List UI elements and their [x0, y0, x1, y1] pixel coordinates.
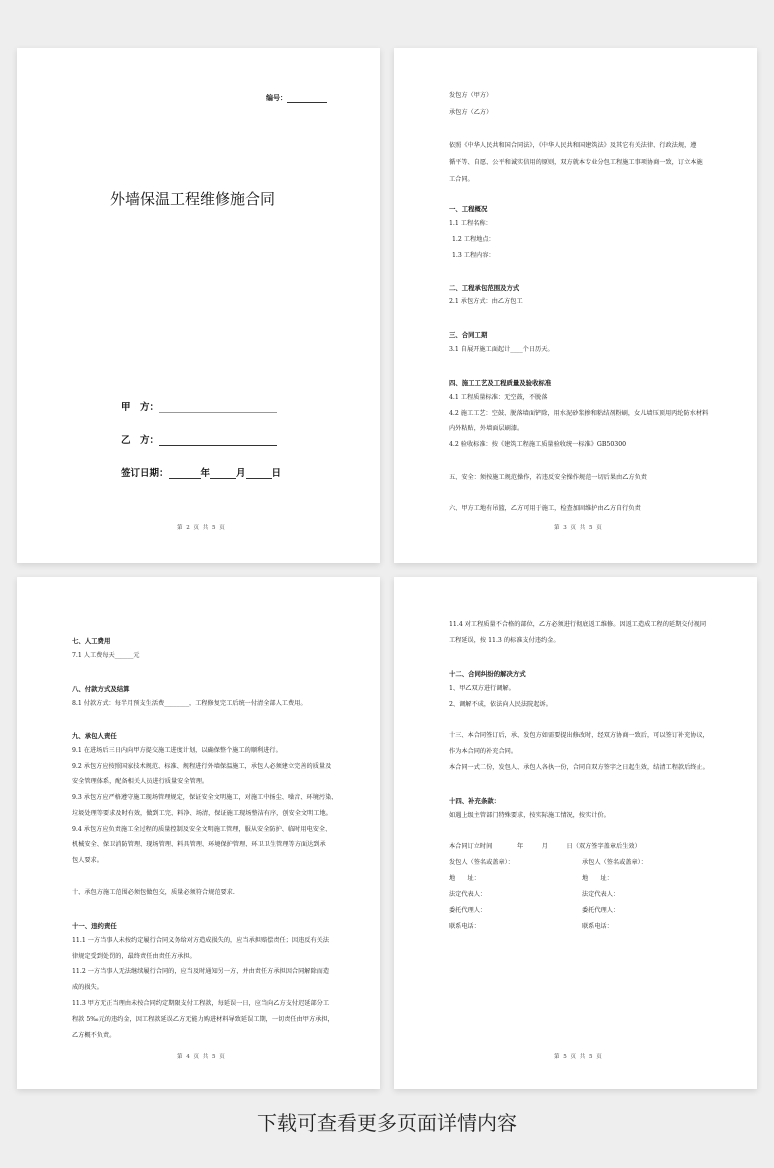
contract-page-4	[17, 577, 380, 1089]
clause-line: 六、甲方工地有吊篮，乙方可用于施工，检查加固维护由乙方自行负责	[449, 505, 641, 512]
clause-line: 垃圾处理等要求及时有效，做到工完、料净、场清，保证施工现场整洁有序，创安全文明工地。	[72, 810, 332, 817]
contract-cover-page	[17, 48, 380, 563]
clause-line: 1.1 工程名称：	[449, 220, 492, 227]
party-b-line: 承包方（乙方）	[449, 109, 493, 116]
section-heading: 十二、合同纠纷的解决方式	[449, 670, 526, 678]
month-label: 月	[236, 468, 246, 479]
section-heading: 一、工程概况	[449, 205, 488, 213]
sign-date-line: 本合同订立时间 年 月 日（双方签字盖章后生效）	[449, 843, 641, 850]
contractor-b-rep: 法定代表人：	[582, 891, 620, 898]
day-label: 日	[271, 468, 282, 479]
clause-line: 11.4 对工程质量不合格的部位，乙方必须进行彻底返工维修。因返工造成工程的延期交付视同	[449, 621, 707, 628]
section-heading: 七、人工费用	[72, 637, 111, 645]
contract-number-label	[266, 93, 327, 103]
section-heading: 三、合同工期	[449, 331, 488, 339]
clause-line: 工程延误，按 11.3 的标准支付违约金。	[449, 637, 560, 644]
page-number: 第 5 页 共 5 页	[554, 1054, 603, 1060]
clause-line: 律规定受到处罚的，最终责任由责任方承担。	[72, 953, 196, 960]
day-line	[246, 470, 272, 479]
clause-line: 机械安全、保卫消防管理、现场管理、料具管理、环境保护管理、环卫卫生管理等方面达到承	[72, 841, 326, 848]
clause-line: 11.1 一方当事人未按约定履行合同义务给对方造成损失的，应当承担赔偿责任；因违反有关法	[72, 937, 330, 944]
clause-line: 1、甲乙双方进行调解。	[449, 685, 515, 692]
section-heading: 十一、违约责任	[72, 922, 117, 930]
contractor-b-phone: 联系电话：	[582, 923, 613, 930]
section-heading: 十四、补充条款：	[449, 797, 501, 805]
clause-line: 11.3 甲方无正当理由未按合同约定期限支付工程款，每延误一日，应当向乙方支付迟延部分工	[72, 1000, 330, 1007]
clause-line: 乙方概不负责。	[72, 1032, 116, 1039]
page-number: 第 2 页 共 5 页	[177, 525, 226, 531]
clause-line: 安全管理体系，配备相关人员进行质量安全管理。	[72, 778, 209, 785]
clause-line: 1.3 工程内容：	[452, 252, 495, 259]
clause-line: 4.2 施工工艺：空鼓、脱落墙面铲除，用水泥砂浆掺和粘结剂粉刷，女儿墙压顶用丙纶防水材料	[449, 410, 709, 417]
year-label: 年	[200, 468, 211, 479]
clause-line: 2.1 承包方式：由乙方包工	[449, 298, 523, 305]
clause-line: 9.1 在进场后三日内向甲方提交施工进度计划，以确保整个施工的顺利进行。	[72, 747, 282, 754]
party-b-label: 乙 方：	[121, 435, 160, 446]
party-b-row	[121, 432, 277, 446]
clause-line: 4.2 验收标准：按《建筑工程施工质量验收统一标准》GB50300	[449, 441, 627, 448]
clause-line: 11.2 一方当事人无法继续履行合同的，应当及时通知另一方，并由责任方承担因合同解除而造	[72, 968, 330, 975]
clause-line: 7.1 人工费每天______元	[72, 652, 140, 659]
clause-line: 作为本合同的补充合同。	[449, 748, 518, 755]
clause-line: 3.1 自展开施工面起计____个日历天。	[449, 346, 554, 353]
party-b-line	[159, 437, 277, 446]
preamble-line-2: 循平等、自愿、公平和诚实信用的原则，双方就本专业分包工程施工事项协商一致，订立本施	[449, 159, 703, 166]
clause-line: 9.4 承包方应负责施工全过程的质量控制及安全文明施工管理，服从安全防护、临时用电安全、	[72, 826, 332, 833]
contract-number-text: 编号：	[266, 94, 287, 102]
sign-date-row	[121, 465, 281, 479]
party-a-line	[159, 404, 277, 413]
contractor-a-sign: 发包人（签名或盖章）：	[449, 859, 514, 866]
clause-line: 8.1 付款方式：每半月预支生活费________，工程修复完工后统一付清全部人工费用。	[72, 700, 307, 707]
clause-line: 1.2 工程地点：	[452, 236, 495, 243]
preamble-line-3: 工合同。	[449, 176, 474, 183]
clause-line: 9.2 承包方应按照国家技术规范、标准、规程进行外墙保温施工，承包人必须建立完善的质量及	[72, 763, 332, 770]
page-title: 外墙保温工程维修施合同	[110, 190, 276, 208]
clause-line: 成的损失。	[72, 984, 103, 991]
contract-page-3	[394, 48, 757, 563]
download-caption: 下载可查看更多页面详情内容	[257, 1111, 517, 1135]
clause-line: 十三、本合同签订后，承、发包方如需要提出修改时，经双方协商一致后，可以签订补充协议，	[449, 732, 709, 739]
clause-line: 4.1 工程质量标准：无空鼓，不脱落	[449, 394, 548, 401]
contractor-a-address: 地 址：	[449, 875, 480, 882]
section-heading: 二、工程承包范围及方式	[449, 284, 520, 292]
section-heading: 八、付款方式及结算	[72, 685, 130, 693]
page-number: 第 4 页 共 5 页	[177, 1054, 226, 1060]
contractor-b-agent: 委托代理人：	[582, 907, 620, 914]
party-a-row	[121, 399, 277, 413]
clause-line: 五、安全：须按施工规范操作，若违反安全操作规范一切后果由乙方负责	[449, 474, 647, 481]
clause-line: 本合同一式二份，发包人、承包人各执一份，合同自双方签字之日起生效，结清工程款后终止。	[449, 764, 709, 771]
clause-line: 包人要求。	[72, 857, 103, 864]
year-line	[169, 470, 201, 479]
party-a-line: 发包方（甲方）	[449, 92, 493, 99]
contractor-b-address: 地 址：	[582, 875, 613, 882]
contractor-a-phone: 联系电话：	[449, 923, 480, 930]
month-line	[210, 470, 236, 479]
contractor-b-sign: 承包人（签名或盖章）：	[582, 859, 647, 866]
preamble-line-1: 依照《中华人民共和国合同法》，《中华人民共和国建筑法》及其它有关法律、行政法规，遵	[449, 142, 697, 149]
sign-date-label: 签订日期：	[121, 468, 169, 479]
contract-page-5	[394, 577, 757, 1089]
clause-line: 十、承包方施工范围必须包做包交，质量必须符合规范要求.	[72, 889, 235, 896]
clause-line: 程款 5‰元的违约金，因工程款延误乙方无能力购进材料导致延误工期，一切责任由甲方承担，	[72, 1016, 334, 1023]
page-number: 第 3 页 共 5 页	[554, 525, 603, 531]
section-heading: 四、施工工艺及工程质量及验收标准	[449, 379, 552, 387]
contract-number-line	[287, 94, 327, 103]
clause-line: 如遇上级主管部门特殊要求，按实际施工情况，按实计价。	[449, 812, 610, 819]
clause-line: 内外粘贴，外墙面层刷漆。	[449, 425, 524, 432]
section-heading: 九、承包人责任	[72, 732, 117, 740]
party-a-label: 甲 方：	[121, 402, 160, 413]
clause-line: 9.3 承包方应严格遵守施工现场管理规定，保证安全文明施工，对施工中扬尘、噪音、环境污染、	[72, 794, 338, 801]
contractor-a-agent: 委托代理人：	[449, 907, 487, 914]
clause-line: 2、调解不成，依法向人民法院起诉。	[449, 701, 552, 708]
contractor-a-rep: 法定代表人：	[449, 891, 487, 898]
